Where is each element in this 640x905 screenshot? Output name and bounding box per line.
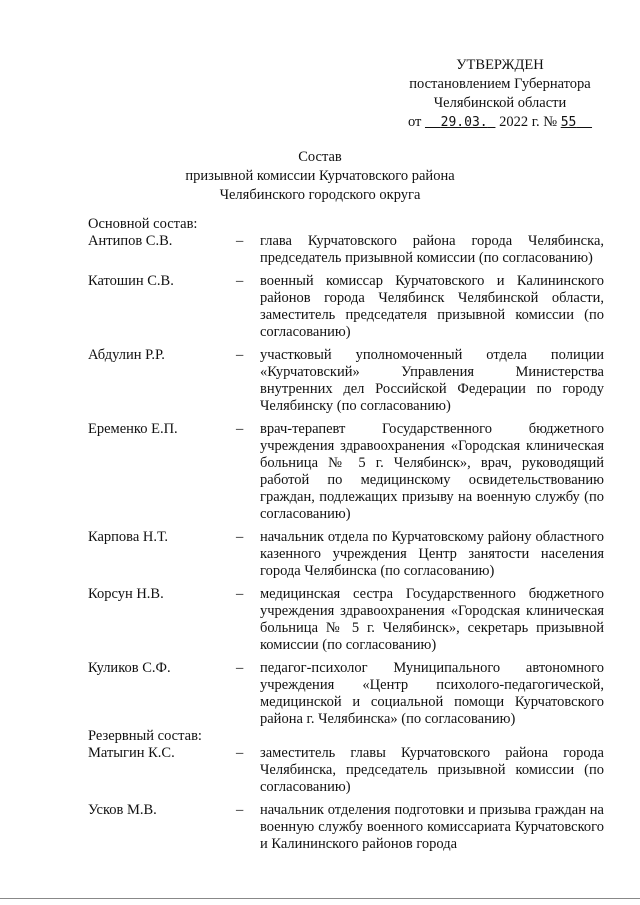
entry-dash: –: [236, 529, 244, 545]
entry-dash: –: [236, 273, 244, 289]
member-name: Усков М.В.: [88, 802, 157, 818]
member-name: Матыгин К.С.: [88, 745, 175, 761]
member-position: врач-терапевт Государственного бюджетного учреждения здравоохранения «Городская клиническая больница № 5 г. Челябинск», врач, руководящий работой по медицинскому освидетельствованию граждан, подлежащих призыву на военную службу (по согласованию): [260, 421, 604, 522]
entry-dash: –: [236, 586, 244, 602]
member-position: заместитель главы Курчатовского района города Челябинска, председатель призывной комиссии (по согласованию): [260, 745, 604, 795]
title-line-2: призывной комиссии Курчатовского района: [185, 168, 455, 184]
entry-dash: –: [236, 347, 244, 363]
roster-entry: [88, 802, 604, 853]
roster-entry: [88, 586, 604, 654]
entry-dash: –: [236, 421, 244, 437]
member-position: медицинская сестра Государственного бюджетного учреждения здравоохранения «Городская клиническая больница № 5 г. Челябинск», секретарь призывной комиссии (по согласованию): [260, 586, 604, 653]
member-name: Карпова Н.Т.: [88, 529, 169, 545]
member-name: Антипов С.В.: [88, 233, 173, 249]
entry-dash: –: [236, 802, 244, 818]
entry-dash: –: [236, 660, 244, 676]
main-composition-list: [88, 233, 604, 728]
approval-region: Челябинской области: [433, 95, 567, 111]
document-title: [0, 148, 640, 205]
approval-title: УТВЕРЖДЕН: [456, 57, 544, 73]
approval-decree: постановлением Губернатора: [409, 76, 591, 92]
approval-year: 2022 г. №: [499, 114, 558, 130]
roster-entry: [88, 421, 604, 523]
member-position: военный комиссар Курчатовского и Калининского районов города Челябинск Челябинской области, заместитель председателя призывной комиссии (по согласованию): [260, 273, 604, 340]
member-name: Еременко Е.П.: [88, 421, 178, 437]
roster-entry: [88, 529, 604, 580]
approval-date-line: [380, 113, 620, 132]
title-line-1: Состав: [298, 149, 342, 165]
page-bottom-rule: [0, 898, 640, 899]
main-composition-header: Основной состав:: [88, 216, 198, 232]
roster-entry: [88, 233, 604, 267]
member-name: Корсун Н.В.: [88, 586, 164, 602]
roster-entry: [88, 745, 604, 796]
title-line-3: Челябинского городского округа: [219, 187, 421, 203]
approval-block: [380, 56, 620, 132]
entry-dash: –: [236, 745, 244, 761]
reserve-composition-list: [88, 745, 604, 853]
entry-dash: –: [236, 233, 244, 249]
member-position: глава Курчатовского района города Челябинска, председатель призывной комиссии (по согласованию): [260, 233, 604, 266]
reserve-composition-header: Резервный состав:: [88, 728, 202, 744]
member-name: Абдулин Р.Р.: [88, 347, 165, 363]
member-name: Катошин С.В.: [88, 273, 174, 289]
member-position: педагог-психолог Муниципального автономного учреждения «Центр психолого-педагогической, медицинской и социальной помощи Курчатовского района г. Челябинска» (по согласованию): [260, 660, 604, 727]
approval-number: 55: [560, 115, 577, 130]
roster-entry: [88, 660, 604, 728]
member-position: участковый уполномоченный отдела полиции «Курчатовский» Управления Министерства внутренних дел Российской Федерации по городу Челябинску (по согласованию): [260, 347, 604, 414]
roster-entry: [88, 273, 604, 341]
roster-entry: [88, 347, 604, 415]
date-prefix: от: [407, 114, 422, 130]
approval-date: 29.03.: [440, 115, 488, 130]
commission-roster: [88, 216, 604, 853]
member-name: Куликов С.Ф.: [88, 660, 171, 676]
member-position: начальник отделения подготовки и призыва граждан на военную службу военного комиссариата Курчатовского и Калининского районов города: [260, 802, 604, 852]
member-position: начальник отдела по Курчатовскому району областного казенного учреждения Центр занятости населения города Челябинска (по согласованию): [260, 529, 604, 579]
